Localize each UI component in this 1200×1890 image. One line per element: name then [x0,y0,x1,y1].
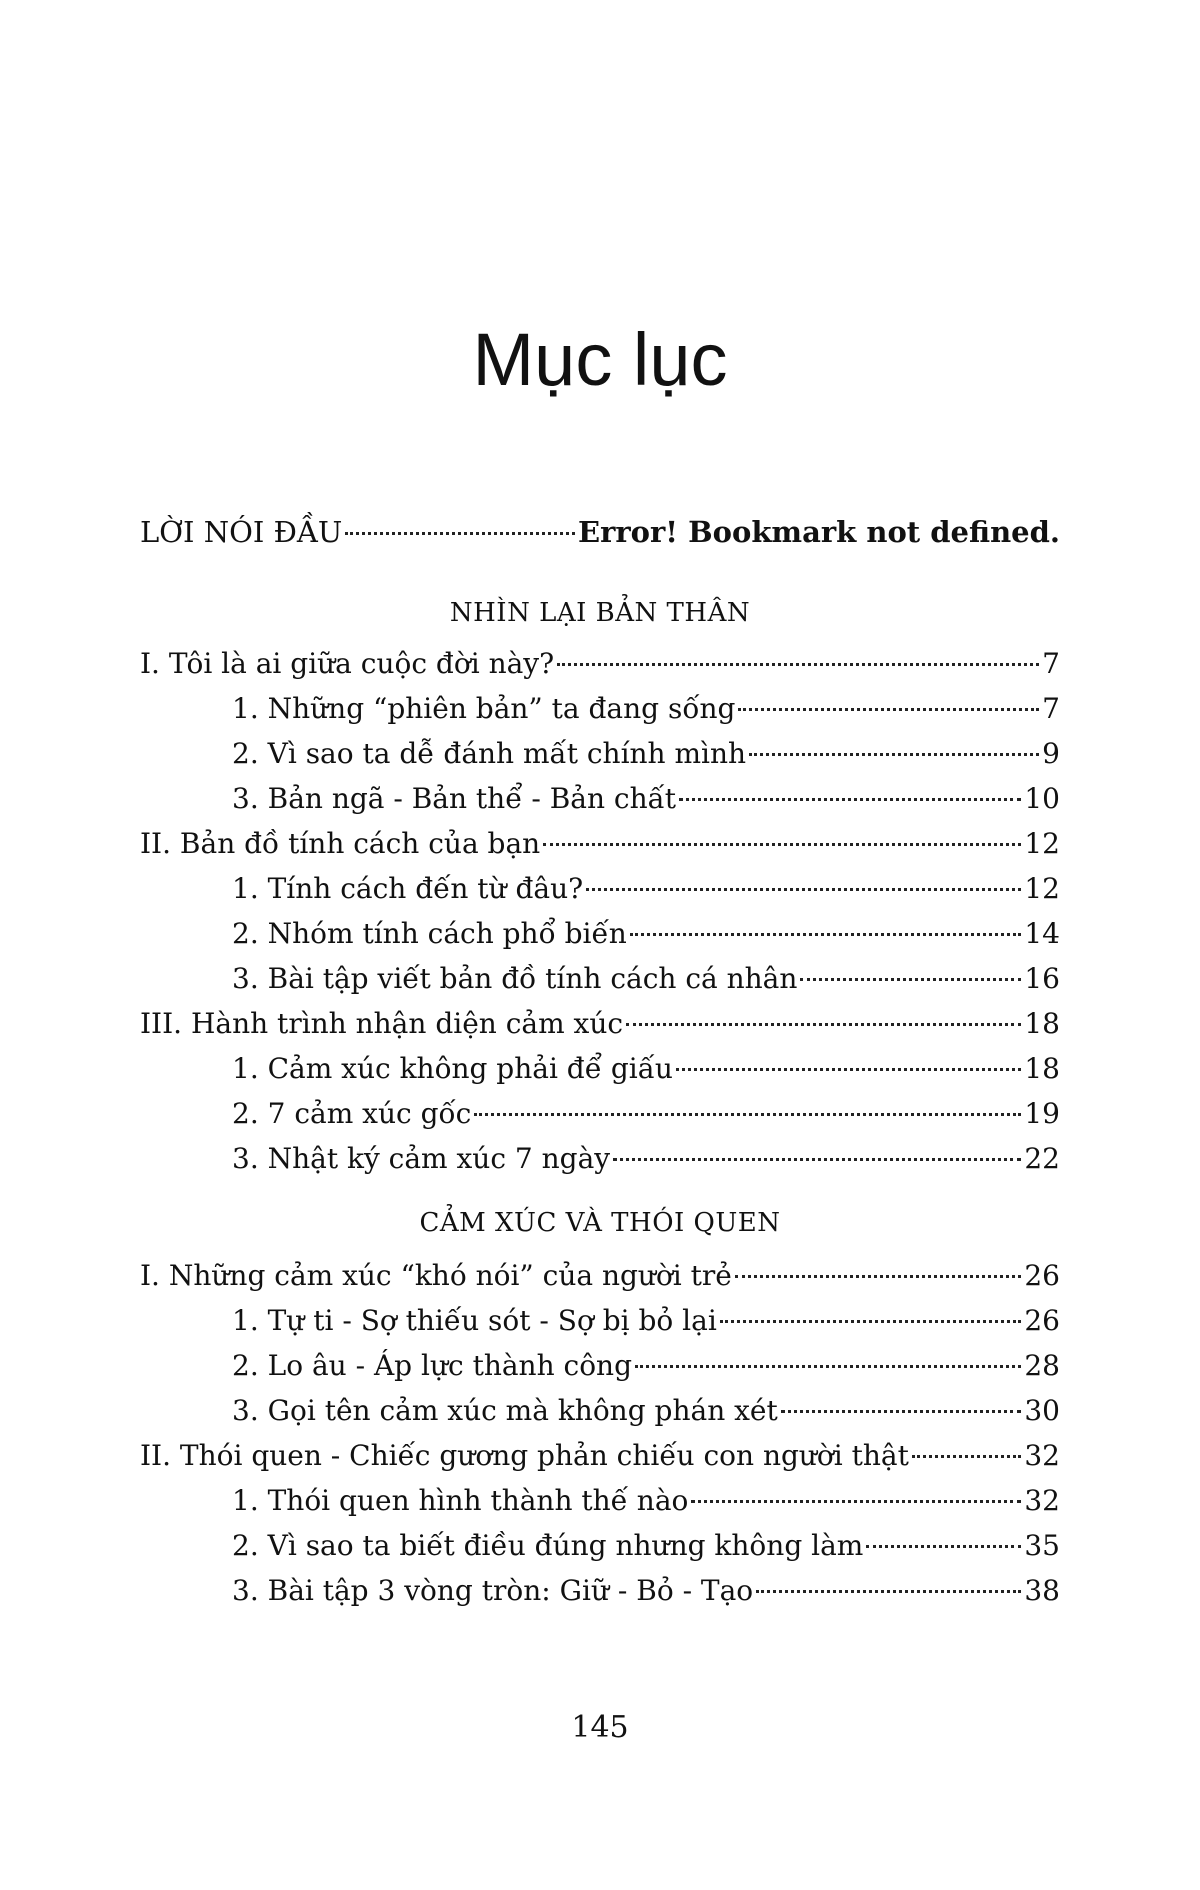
toc-entry-label: 1. Cảm xúc không phải để giấu [232,1052,673,1085]
toc-entry-page: 19 [1024,1097,1060,1130]
toc-entry-page: 32 [1024,1484,1060,1517]
toc-entry[interactable] [140,866,1060,911]
toc-entry-label: I. Những cảm xúc “khó nói” của người trẻ [140,1259,732,1292]
dot-leader [756,1590,1021,1593]
toc-entry-label: III. Hành trình nhận diện cảm xúc [140,1007,624,1040]
toc-entry-page: 18 [1024,1052,1060,1085]
toc-entry-preface[interactable] [140,505,1060,585]
toc-entry-page: 28 [1024,1349,1060,1382]
toc-entry[interactable] [140,1433,1060,1478]
toc-entry-label: 3. Bài tập viết bản đồ tính cách cá nhân [232,962,798,995]
dot-leader [912,1455,1021,1458]
dot-leader [474,1113,1021,1116]
dot-leader [866,1545,1021,1548]
toc-entry-page: 38 [1024,1574,1060,1607]
page-title: Mục lục [472,318,728,401]
dot-leader [735,1275,1021,1278]
toc-entry-label: 3. Bản ngã - Bản thể - Bản chất [232,782,677,815]
toc-entry-page: 35 [1024,1529,1060,1562]
toc-entry-page: 7 [1042,647,1060,680]
toc-entry-page: 30 [1024,1394,1060,1427]
toc-entry[interactable] [140,1343,1060,1388]
toc-entry-label: 1. Thói quen hình thành thế nào [232,1484,689,1517]
toc-entry[interactable] [140,1388,1060,1433]
toc-entry-page: 12 [1024,872,1060,905]
toc-entry-label: 1. Tự ti - Sợ thiếu sót - Sợ bị bỏ lại [232,1304,717,1337]
dot-leader [345,532,575,535]
toc-entry[interactable] [140,1091,1060,1136]
toc-entry[interactable] [140,1478,1060,1523]
toc-entry-page: 7 [1042,692,1060,725]
toc-entry[interactable] [140,1298,1060,1343]
section-heading: CẢM XÚC VÀ THÓI QUEN [419,1208,781,1238]
dot-leader [676,1068,1021,1071]
toc-entry[interactable] [140,1136,1060,1181]
dot-leader [586,888,1021,891]
toc-entry-label: 2. 7 cảm xúc gốc [232,1097,472,1130]
table-of-contents [140,505,1060,1613]
toc-entry[interactable] [140,956,1060,1001]
toc-entry-page: 9 [1042,737,1060,770]
dot-leader [679,798,1021,801]
dot-leader [613,1158,1021,1161]
toc-entry-page: 32 [1024,1439,1060,1472]
toc-entry-label: I. Tôi là ai giữa cuộc đời này? [140,647,555,680]
toc-entry-page: 26 [1024,1304,1060,1337]
dot-leader [691,1500,1021,1503]
dot-leader [626,1023,1021,1026]
toc-entry[interactable] [140,1523,1060,1568]
dot-leader [781,1410,1022,1413]
toc-entry-page: Error! Bookmark not defined. [578,515,1060,549]
toc-entry-page: 12 [1024,827,1060,860]
dot-leader [800,978,1021,981]
toc-entry[interactable] [140,776,1060,821]
toc-entry-label: 2. Vì sao ta biết điều đúng nhưng không làm [232,1529,864,1562]
toc-entry-label: 1. Những “phiên bản” ta đang sống [232,692,736,725]
toc-entry[interactable] [140,911,1060,956]
toc-entry[interactable] [140,1046,1060,1091]
dot-leader [635,1365,1021,1368]
dot-leader [738,708,1039,711]
dot-leader [630,933,1022,936]
toc-entry-label: II. Thói quen - Chiếc gương phản chiếu con người thật [140,1439,909,1472]
toc-entry-label: LỜI NÓI ĐẦU [140,515,343,549]
dot-leader [543,843,1021,846]
toc-entry-label: 2. Lo âu - Áp lực thành công [232,1349,633,1382]
toc-entry-page: 22 [1024,1142,1060,1175]
dot-leader [557,663,1039,666]
toc-entry[interactable] [140,1001,1060,1046]
toc-entry[interactable] [140,641,1060,686]
toc-entry-label: 3. Nhật ký cảm xúc 7 ngày [232,1142,611,1175]
toc-entry[interactable] [140,686,1060,731]
toc-entry-label: 1. Tính cách đến từ đâu? [232,872,584,905]
toc-entry-label: II. Bản đồ tính cách của bạn [140,827,541,860]
dot-leader [720,1320,1022,1323]
toc-entry-page: 26 [1024,1259,1060,1292]
toc-entry-page: 16 [1024,962,1060,995]
toc-entry-label: 2. Vì sao ta dễ đánh mất chính mình [232,737,747,770]
toc-entry[interactable] [140,731,1060,776]
toc-entry[interactable] [140,1253,1060,1298]
page-number: 145 [571,1710,629,1745]
toc-entry[interactable] [140,1568,1060,1613]
toc-entry-page: 18 [1024,1007,1060,1040]
toc-entry-page: 10 [1024,782,1060,815]
toc-entry-page: 14 [1024,917,1060,950]
toc-entry-label: 3. Gọi tên cảm xúc mà không phán xét [232,1394,778,1427]
toc-entry-label: 3. Bài tập 3 vòng tròn: Giữ - Bỏ - Tạo [232,1574,754,1607]
toc-entry[interactable] [140,821,1060,866]
dot-leader [749,753,1039,756]
toc-entry-label: 2. Nhóm tính cách phổ biến [232,917,627,950]
section-heading: NHÌN LẠI BẢN THÂN [449,598,751,628]
